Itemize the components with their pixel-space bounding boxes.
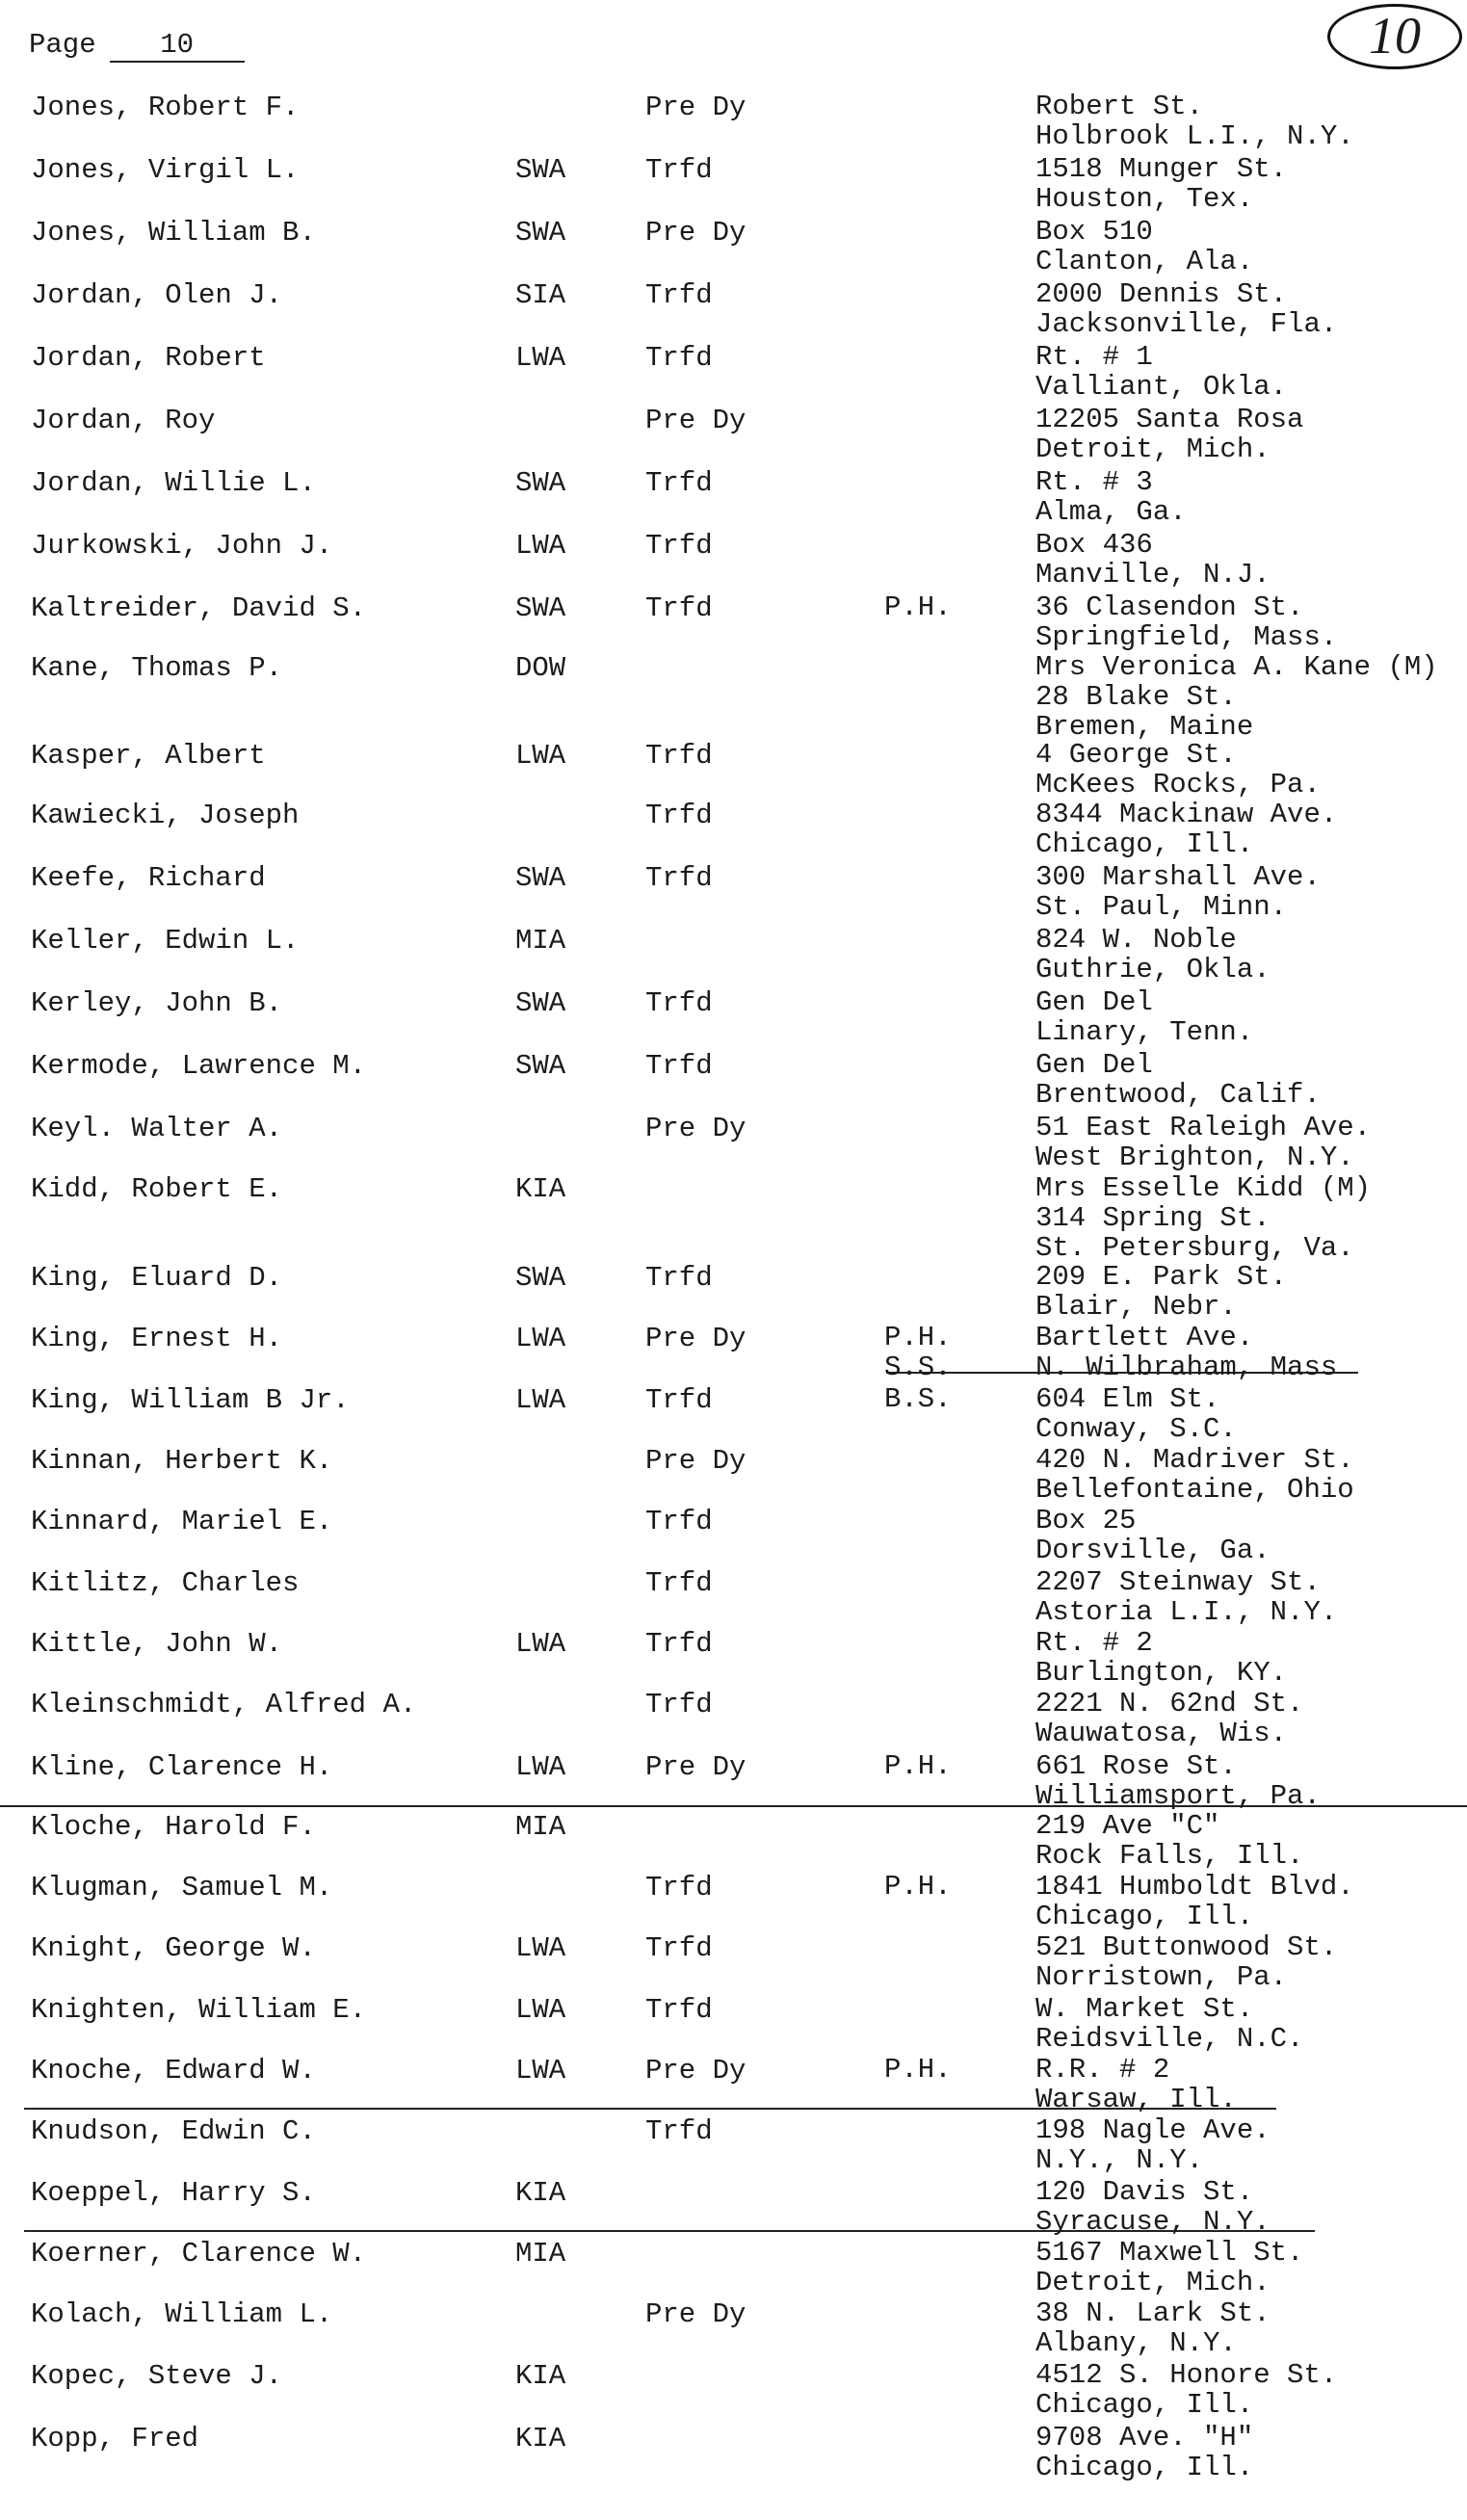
disposition: Trfd [645, 2115, 713, 2147]
roster-row [0, 986, 1467, 1048]
disposition: Pre Dy [645, 1323, 747, 1354]
award: B.S. [884, 1383, 952, 1415]
roster-row [0, 591, 1467, 653]
address: 521 Buttonwood St. Norristown, Pa. [1035, 1931, 1338, 1993]
address: 9708 Ave. "H" Chicago, Ill. [1035, 2422, 1254, 2483]
soldier-name: King, Eluard D. [31, 1262, 283, 1294]
roster-row [0, 925, 1467, 983]
award: P.H. [884, 2054, 952, 2086]
disposition: Pre Dy [645, 2298, 747, 2330]
soldier-name: Kolach, William L. [31, 2298, 333, 2330]
roster-row [0, 217, 1467, 275]
casualty-status: MIA [515, 2238, 566, 2270]
disposition: Trfd [645, 1628, 713, 1660]
address: 120 Davis St. Syracuse, N.Y. [1035, 2176, 1271, 2238]
roster-row [0, 404, 1467, 465]
disposition: Pre Dy [645, 217, 747, 249]
disposition: Pre Dy [645, 405, 747, 436]
address: 4 George St. McKees Rocks, Pa. [1035, 739, 1321, 801]
disposition: Trfd [645, 1994, 713, 2026]
disposition: Pre Dy [645, 1113, 747, 1144]
soldier-name: Knight, George W. [31, 1932, 316, 1964]
casualty-status: SWA [515, 592, 566, 624]
disposition: Trfd [645, 1384, 713, 1416]
address: Box 25 Dorsville, Ga. [1035, 1505, 1271, 1566]
casualty-status: SIA [515, 279, 566, 311]
address: Robert St. Holbrook L.I., N.Y. [1035, 91, 1354, 152]
roster-row [0, 278, 1467, 340]
disposition: Pre Dy [645, 1751, 747, 1783]
soldier-name: Kitlitz, Charles [31, 1567, 300, 1599]
address: 661 Rose St. Williamsport, Pa. [1035, 1750, 1321, 1812]
soldier-name: Kasper, Albert [31, 740, 266, 772]
address: 4512 S. Honore St. Chicago, Ill. [1035, 2359, 1338, 2421]
address: Box 436 Manville, N.J. [1035, 529, 1271, 591]
roster-row [0, 1049, 1467, 1111]
casualty-status: MIA [515, 925, 566, 957]
casualty-status: SWA [515, 467, 566, 499]
casualty-status: LWA [515, 1628, 566, 1660]
roster-row [0, 1931, 1467, 1993]
address: W. Market St. Reidsville, N.C. [1035, 1993, 1304, 2055]
address: Mrs Veronica A. Kane (M) 28 Blake St. Bremen, Maine [1035, 651, 1438, 743]
casualty-status: LWA [515, 530, 566, 562]
casualty-status: LWA [515, 342, 566, 374]
disposition: Trfd [645, 1567, 713, 1599]
address: 2207 Steinway St. Astoria L.I., N.Y. [1035, 1566, 1338, 1628]
soldier-name: Kinnard, Mariel E. [31, 1506, 333, 1537]
circled-page-number: 10 [1327, 4, 1462, 69]
casualty-status: KIA [515, 2177, 566, 2209]
roster-row [0, 1383, 1467, 1445]
casualty-status: MIA [515, 1811, 566, 1843]
address: Mrs Esselle Kidd (M) 314 Spring St. St. Petersburg, Va. [1035, 1172, 1372, 1264]
soldier-name: Kittle, John W. [31, 1628, 283, 1660]
soldier-name: Kline, Clarence H. [31, 1751, 333, 1783]
soldier-name: Kaltreider, David S. [31, 592, 367, 624]
casualty-status: LWA [515, 2055, 566, 2087]
casualty-status: KIA [515, 2360, 566, 2392]
award: P.H. S.S. [884, 1322, 952, 1383]
roster-row [0, 529, 1467, 591]
roster-row [0, 466, 1467, 528]
page-number: 10 [110, 29, 245, 63]
disposition: Trfd [645, 1506, 713, 1537]
disposition: Trfd [645, 1689, 713, 1720]
address: 300 Marshall Ave. St. Paul, Minn. [1035, 861, 1321, 923]
casualty-status: LWA [515, 740, 566, 772]
soldier-name: Jordan, Robert [31, 342, 266, 374]
roster-row [0, 1444, 1467, 1506]
disposition: Trfd [645, 740, 713, 772]
soldier-name: Klugman, Samuel M. [31, 1872, 333, 1903]
disposition: Trfd [645, 1872, 713, 1903]
address: 38 N. Lark St. Albany, N.Y. [1035, 2297, 1271, 2359]
soldier-name: Jones, William B. [31, 217, 316, 249]
address: 1841 Humboldt Blvd. Chicago, Ill. [1035, 1871, 1354, 1932]
roster-row [0, 651, 1467, 743]
disposition: Trfd [645, 1050, 713, 1082]
casualty-status: SWA [515, 1262, 566, 1294]
disposition: Trfd [645, 1262, 713, 1294]
address: 209 E. Park St. Blair, Nebr. [1035, 1261, 1288, 1323]
page-label: Page [29, 29, 96, 61]
roster-row [0, 2238, 1467, 2296]
page-header [29, 29, 245, 63]
soldier-name: Kinnan, Herbert K. [31, 1445, 333, 1477]
address: 420 N. Madriver St. Bellefontaine, Ohio [1035, 1444, 1354, 1506]
roster-row [0, 1172, 1467, 1264]
disposition: Trfd [645, 530, 713, 562]
disposition: Trfd [645, 1932, 713, 1964]
casualty-status: KIA [515, 2423, 566, 2454]
address: Gen Del Linary, Tenn. [1035, 986, 1254, 1048]
roster-row [0, 1505, 1467, 1566]
address: Gen Del Brentwood, Calif. [1035, 1049, 1321, 1111]
casualty-status: SWA [515, 217, 566, 249]
roster-row [0, 799, 1467, 860]
address: 219 Ave "C" Rock Falls, Ill. [1035, 1810, 1304, 1872]
roster-row [0, 2359, 1467, 2421]
soldier-name: Kopec, Steve J. [31, 2360, 283, 2392]
soldier-name: Keefe, Richard [31, 862, 266, 894]
soldier-name: Knoche, Edward W. [31, 2055, 316, 2087]
address: 824 W. Noble Guthrie, Okla. [1035, 924, 1271, 985]
casualty-status: KIA [515, 1173, 566, 1205]
soldier-name: Jurkowski, John J. [31, 530, 333, 562]
soldier-name: Jordan, Willie L. [31, 467, 316, 499]
casualty-status: LWA [515, 1323, 566, 1354]
disposition: Trfd [645, 279, 713, 311]
soldier-name: Jordan, Olen J. [31, 279, 283, 311]
soldier-name: Jordan, Roy [31, 405, 216, 436]
award: P.H. [884, 1750, 952, 1782]
address: Rt. # 1 Valliant, Okla. [1035, 341, 1288, 403]
soldier-name: King, William B Jr. [31, 1384, 350, 1416]
address: 8344 Mackinaw Ave. Chicago, Ill. [1035, 799, 1338, 860]
address: 12205 Santa Rosa Detroit, Mich. [1035, 404, 1304, 465]
casualty-status: SWA [515, 1050, 566, 1082]
roster-row [0, 1688, 1467, 1749]
casualty-status: SWA [515, 862, 566, 894]
roster-row [0, 1322, 1467, 1383]
disposition: Trfd [645, 467, 713, 499]
disposition: Trfd [645, 800, 713, 831]
soldier-name: Kloche, Harold F. [31, 1811, 316, 1843]
address: 198 Nagle Ave. N.Y., N.Y. [1035, 2114, 1271, 2176]
roster-row [0, 2114, 1467, 2176]
disposition: Pre Dy [645, 92, 747, 123]
disposition: Pre Dy [645, 1445, 747, 1477]
roster-row [0, 91, 1467, 152]
roster-row [0, 2423, 1467, 2481]
address: 51 East Raleigh Ave. West Brighton, N.Y. [1035, 1112, 1372, 1173]
soldier-name: Kane, Thomas P. [31, 652, 283, 684]
disposition: Trfd [645, 592, 713, 624]
address: 604 Elm St. Conway, S.C. [1035, 1383, 1237, 1445]
soldier-name: King, Ernest H. [31, 1323, 283, 1354]
disposition: Trfd [645, 987, 713, 1019]
soldier-name: Knighten, William E. [31, 1994, 367, 2026]
address: 36 Clasendon St. Springfield, Mass. [1035, 591, 1338, 653]
address: 5167 Maxwell St. Detroit, Mich. [1035, 2237, 1304, 2298]
address: Rt. # 3 Alma, Ga. [1035, 466, 1187, 528]
roster-row [0, 1993, 1467, 2055]
casualty-status: DOW [515, 652, 566, 684]
soldier-name: Kidd, Robert E. [31, 1173, 283, 1205]
address: R.R. # 2 Warsaw, Ill. [1035, 2054, 1237, 2115]
address: Rt. # 2 Burlington, KY. [1035, 1627, 1288, 1689]
disposition: Pre Dy [645, 2055, 747, 2087]
soldier-name: Keyl. Walter A. [31, 1113, 283, 1144]
disposition: Trfd [645, 862, 713, 894]
address: 2000 Dennis St. Jacksonville, Fla. [1035, 278, 1338, 340]
roster-row [0, 341, 1467, 403]
roster-row [0, 153, 1467, 215]
casualty-status: LWA [515, 1994, 566, 2026]
soldier-name: Kerley, John B. [31, 987, 283, 1019]
soldier-name: Jones, Virgil L. [31, 154, 300, 186]
roster-row [0, 861, 1467, 923]
casualty-status: LWA [515, 1751, 566, 1783]
address: Bartlett Ave. N. Wilbraham, Mass [1035, 1322, 1338, 1383]
soldier-name: Kawiecki, Joseph [31, 800, 300, 831]
casualty-status: LWA [515, 1384, 566, 1416]
soldier-name: Keller, Edwin L. [31, 925, 300, 957]
disposition: Trfd [645, 154, 713, 186]
casualty-status: LWA [515, 1932, 566, 1964]
roster-row [0, 1112, 1467, 1173]
roster-row [0, 1871, 1467, 1932]
soldier-name: Kleinschmidt, Alfred A. [31, 1689, 417, 1720]
casualty-status: SWA [515, 987, 566, 1019]
soldier-name: Jones, Robert F. [31, 92, 300, 123]
soldier-name: Koerner, Clarence W. [31, 2238, 367, 2270]
soldier-name: Knudson, Edwin C. [31, 2115, 316, 2147]
roster-row [0, 1627, 1467, 1689]
casualty-status: SWA [515, 154, 566, 186]
soldier-name: Kermode, Lawrence M. [31, 1050, 367, 1082]
roster-row [0, 2176, 1467, 2238]
roster-row [0, 739, 1467, 801]
disposition: Trfd [645, 342, 713, 374]
roster-row [0, 2055, 1467, 2113]
soldier-name: Kopp, Fred [31, 2423, 199, 2454]
roster-row [0, 1261, 1467, 1323]
address: 1518 Munger St. Houston, Tex. [1035, 153, 1288, 215]
address: 2221 N. 62nd St. Wauwatosa, Wis. [1035, 1688, 1304, 1749]
roster-row [0, 1810, 1467, 1872]
award: P.H. [884, 591, 952, 623]
roster-row [0, 1750, 1467, 1812]
roster-row [0, 1566, 1467, 1628]
address: Box 510 Clanton, Ala. [1035, 216, 1254, 277]
award: P.H. [884, 1871, 952, 1903]
soldier-name: Koeppel, Harry S. [31, 2177, 316, 2209]
roster-row [0, 2297, 1467, 2359]
